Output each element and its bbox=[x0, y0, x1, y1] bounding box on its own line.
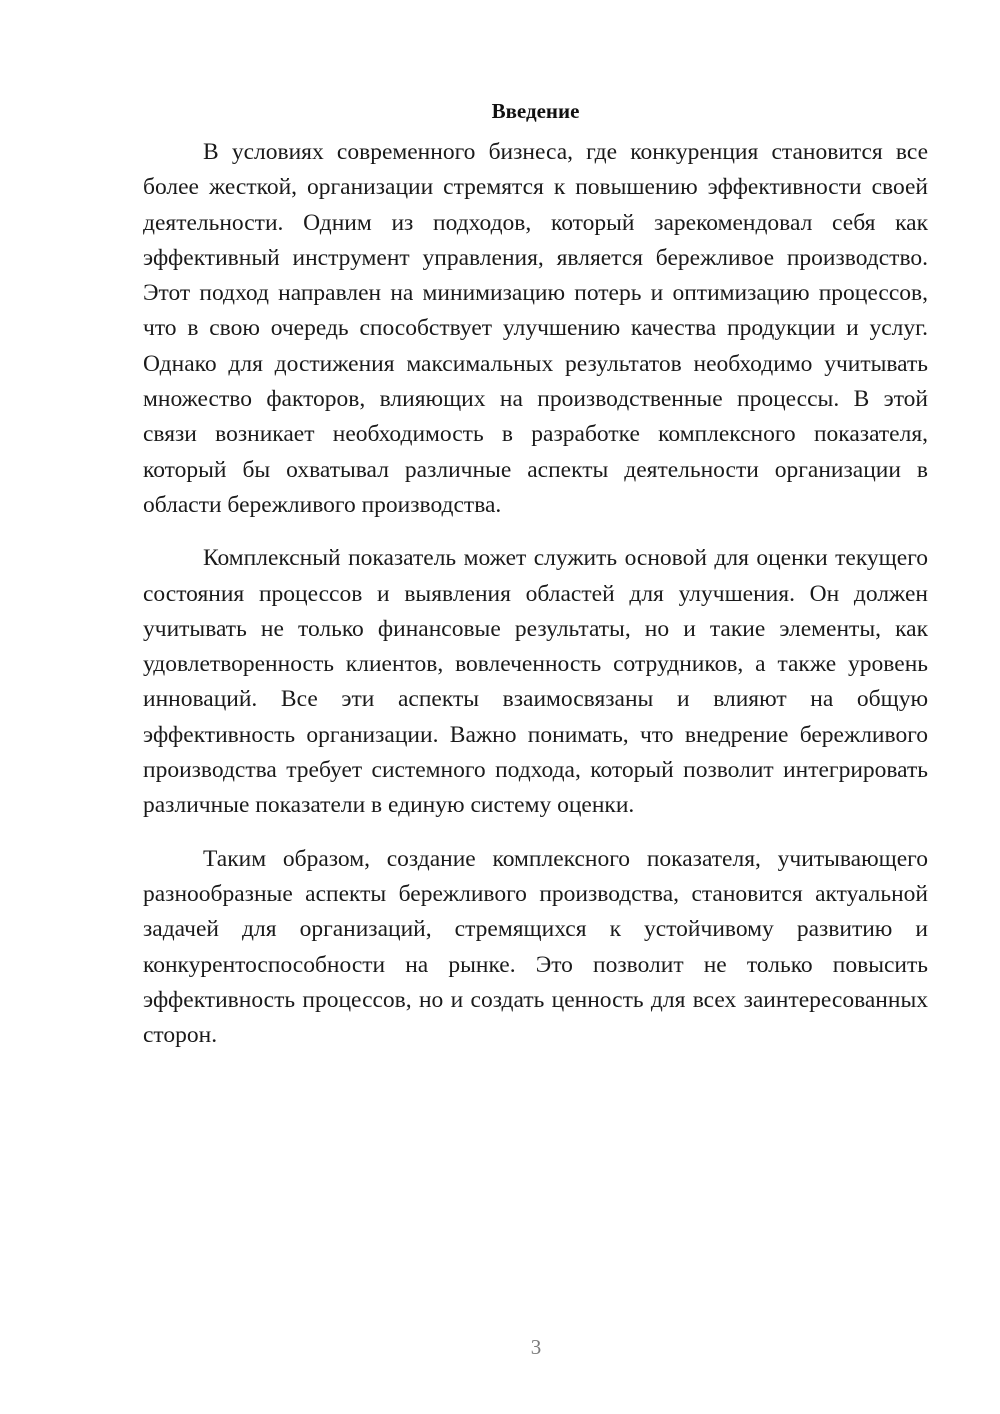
paragraph-3: Таким образом, создание комплексного показателя, учитывающего разнообразные аспекты бережливого производства, становится актуальной задачей для организаций, стремящихся к устойчивому развитию и конкурентоспособности на рынке. Это позволит не только повысить эффективность процессов, но и создать ценность для всех заинтересованных сторон. bbox=[143, 845, 928, 1049]
page-number: 3 bbox=[530, 1335, 542, 1359]
section-heading: Введение bbox=[491, 99, 580, 123]
paragraph-1: В условиях современного бизнеса, где конкуренция становится все более жесткой, организации стремятся к повышению эффективности своей деятельности. Одним из подходов, который зарекомендовал себя как эффективный инструмент управления, является бережливое производство. Этот подход направлен на минимизацию потерь и оптимизацию процессов, что в свою очередь способствует улучшению качества продукции и услуг. Однако для достижения максимальных результатов необходимо учитывать множество факторов, влияющих на производственные процессы. В этой связи возникает необходимость в разработке комплексного показателя, который бы охватывал различные аспекты деятельности организации в области бережливого производства. bbox=[143, 139, 928, 518]
paragraph-2: Комплексный показатель может служить основой для оценки текущего состояния процессов и выявления областей для улучшения. Он должен учитывать не только финансовые результаты, но и такие элементы, как удовлетворенность клиентов, вовлеченность сотрудников, а также уровень инноваций. Все эти аспекты взаимосвязаны и влияют на общую эффективность организации. Важно понимать, что внедрение бережливого производства требует системного подхода, который позволит интегрировать различные показатели в единую систему оценки. bbox=[143, 545, 928, 819]
document-body bbox=[143, 96, 928, 1071]
